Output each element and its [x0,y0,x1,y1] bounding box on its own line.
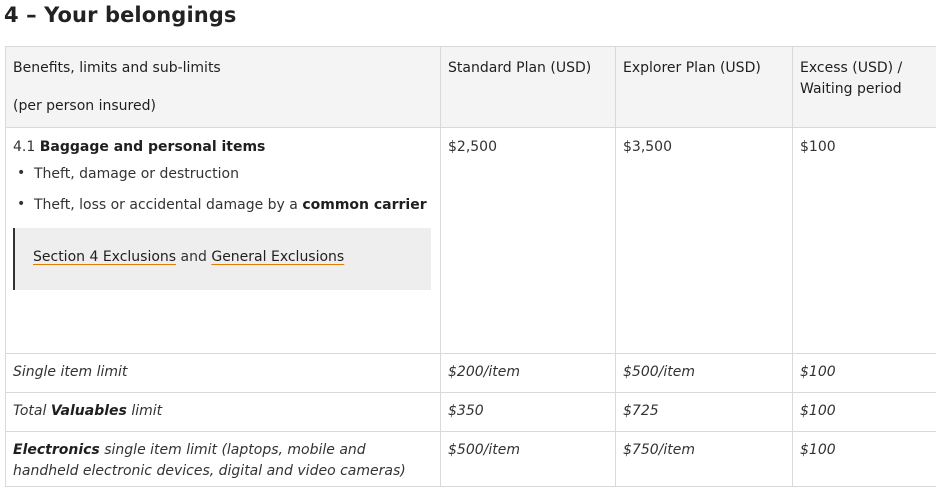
list-item [13,195,433,216]
exclusions-callout [13,228,431,290]
valuables-label-cell [6,393,441,432]
baggage-bullet-list [13,164,433,216]
exclusions-and-text: and [180,249,207,265]
table-row-baggage [6,128,936,354]
electronics-description: single item limit (laptops, mobile and handheld electronic devices, digital and video cameras) [13,442,406,479]
electronics-standard-value: $500/item [441,432,616,487]
electronics-label-cell [6,432,441,487]
single-item-label: Single item limit [6,354,441,393]
common-carrier-term: common carrier [302,197,427,213]
bullet-icon: • [17,165,26,181]
single-item-standard-value: $200/item [441,354,616,393]
header-benefits [6,47,441,128]
single-item-excess-value: $100 [793,354,936,393]
valuables-suffix: limit [131,403,163,419]
table-header-row [6,47,936,128]
baggage-title [13,137,433,158]
bullet-icon: • [17,196,26,212]
header-standard-plan: Standard Plan (USD) [441,47,616,128]
section-title: 4 – Your belongings [4,3,237,27]
table-row-valuables [6,393,936,432]
valuables-excess-value: $100 [793,393,936,432]
electronics-term: Electronics [13,442,100,458]
baggage-explorer-value: $3,500 [616,128,793,354]
single-item-explorer-value: $500/item [616,354,793,393]
baggage-standard-value: $2,500 [441,128,616,354]
valuables-term: Valuables [50,403,127,419]
baggage-number: 4.1 [13,139,36,155]
header-benefits-label: Benefits, limits and sub-limits [13,60,221,76]
baggage-benefit-cell [6,128,441,354]
baggage-title-text: Baggage and personal items [39,139,266,155]
general-exclusions-link[interactable]: General Exclusions [211,249,345,265]
electronics-excess-value: $100 [793,432,936,487]
header-per-person: (per person insured) [13,98,156,114]
section-4-exclusions-link[interactable]: Section 4 Exclusions [33,249,177,265]
valuables-prefix: Total [13,403,47,419]
benefits-table [5,46,936,487]
table-row-electronics [6,432,936,487]
table-row-single-item [6,354,936,393]
electronics-explorer-value: $750/item [616,432,793,487]
header-excess: Excess (USD) / Waiting period [793,47,936,128]
baggage-excess-value: $100 [793,128,936,354]
valuables-standard-value: $350 [441,393,616,432]
valuables-explorer-value: $725 [616,393,793,432]
bullet2-prefix: Theft, loss or accidental damage by a [34,197,298,213]
header-explorer-plan: Explorer Plan (USD) [616,47,793,128]
list-item: • Theft, damage or destruction [17,165,239,182]
